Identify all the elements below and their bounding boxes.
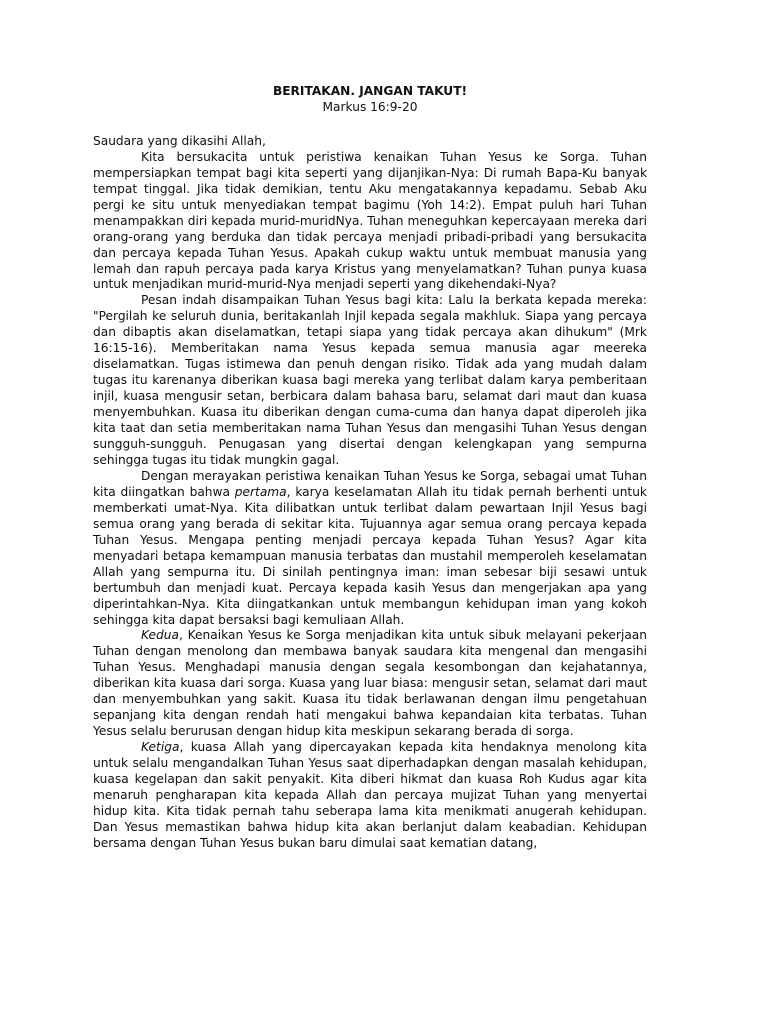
paragraph-third-point — [93, 740, 647, 852]
paragraph-second-point-body: , Kenaikan Yesus ke Sorga menjadikan kita untuk sibuk melayani pekerjaan Tuhan dengan menolong dan membawa banyak saudara kita mengenal dan mengasihi Tuhan Yesus. Menghadapi manusia dengan segala kesombongan dan kejahatannya, diberikan kita kuasa dari sorga. Kuasa yang luar biasa: mengusir setan, selamat dari maut dan menyembuhkan yang sakit. Kuasa itu tidak berlawanan dengan ilmu pengetahuan sepanjang kita dengan rendah hati mengakui bahwa kepandaian kita terbatas. Tuhan Yesus selalu berurusan dengan hidup kita meskipun sekarang berada di sorga. — [93, 628, 647, 739]
paragraph-third-point-body: , kuasa Allah yang dipercayakan kepada kita hendaknya menolong kita untuk selalu mengandalkan Tuhan Yesus saat diperhadapkan dengan masalah kehidupan, kuasa kegelapan dan sakit penyakit. Kita diberi hikmat dan kuasa Roh Kudus agar kita menaruh pengharapan kita kepada Allah dan percaya mujizat Tuhan yang menyertai hidup kita. Kita tidak pernah tahu seberapa lama kita menikmati anugerah kehidupan. Dan Yesus memastikan bahwa hidup kita akan berlanjut dalam keabadian. Kehidupan bersama dengan Tuhan Yesus bukan baru dimulai saat kematian datang, — [93, 740, 647, 850]
paragraph-first-point — [93, 469, 647, 629]
greeting: Saudara yang dikasihi Allah, — [93, 133, 266, 148]
document-page — [93, 84, 647, 852]
scripture-reference: Markus 16:9-20 — [322, 99, 418, 114]
paragraph-intro: Kita bersukacita untuk peristiwa kenaikan Tuhan Yesus ke Sorga. Tuhan mempersiapkan tempat bagi kita seperti yang dijanjikan-Nya: Di rumah Bapa-Ku banyak tempat tinggal. Jika tidak demikian, tentu Aku mengatakannya kepadamu. Sebab Aku pergi ke situ untuk menyediakan tempat bagimu (Yoh 14:2). Empat puluh hari Tuhan menampakkan diri kepada murid-muridNya. Tuhan meneguhkan kepercayaan mereka dari orang-orang yang berduka dan tidak percaya menjadi pribadi-pribadi yang bersukacita dan percaya kepada Tuhan Yesus. Apakah cukup waktu untuk membuat manusia yang lemah dan rapuh percaya pada karya Kristus yang menyelamatkan? Tuhan punya kuasa untuk menjadikan murid-murid-Nya menjadi seperti yang dikehendaki-Nya? — [93, 149, 647, 292]
paragraph-second-point — [93, 628, 647, 740]
paragraph-first-point-body: , karya keselamatan Allah itu tidak pernah berhenti untuk memberkati umat-Nya. Kita dilibatkan untuk terlibat dalam pewartaan Injil Yesus bagi semua orang yang berada di sekitar kita. Tujuannya agar semua orang percaya kepada Tuhan Yesus. Mengapa penting menjadi percaya kepada Tuhan Yesus? Agar kita menyadari betapa kemampuan manusia terbatas dan mustahil memperoleh keselamatan Allah yang sempurna itu. Di sinilah pentingnya iman: iman sebesar biji sesawi untuk bertumbuh dan menjadi kuat. Percaya kepada kasih Yesus dan mengerjakan apa yang diperintahkan-Nya. Kita diingatkankan untuk membangun kehidupan iman yang kokoh sehingga kita dapat bersaksi bagi kemuliaan Allah. — [93, 484, 647, 627]
document-title: BERITAKAN. JANGAN TAKUT! — [272, 84, 468, 98]
paragraph-first-point-lead: Dengan merayakan peristiwa kenaikan Tuhan Yesus ke Sorga, sebagai umat Tuhan kita diingatkan bahwa — [93, 468, 647, 499]
point-label-kedua: Kedua — [141, 628, 179, 643]
point-label-ketiga: Ketiga — [141, 740, 180, 755]
point-label-pertama: pertama — [234, 484, 287, 499]
paragraph-message: Pesan indah disampaikan Tuhan Yesus bagi kita: Lalu Ia berkata kepada mereka: "Pergilah ke seluruh dunia, beritakanlah Injil kepada segala makhluk. Siapa yang percaya dan dibaptis akan diselamatkan, tetapi siapa yang tidak percaya akan dihukum" (Mrk 16:15-16). Memberitakan nama Yesus kepada semua manusia agar meereka diselamatkan. Tugas istimewa dan penuh dengan risiko. Tidak ada yang mudah dalam tugas itu karenanya diberikan kuasa bagi mereka yang terlibat dalam karya pemberitaan injil, kuasa mengusir setan, berbicara dalam bahasa baru, selamat dari maut dan kuasa menyembuhkan. Kuasa itu diberikan dengan cuma-cuma dan hanya dapat diperoleh jika kita taat dan setia memberitakan nama Tuhan Yesus dan mengasihi Tuhan Yesus dengan sungguh-sungguh. Penugasan yang disertai dengan kelengkapan yang sempurna sehingga tugas itu tidak mungkin gagal. — [93, 293, 647, 467]
